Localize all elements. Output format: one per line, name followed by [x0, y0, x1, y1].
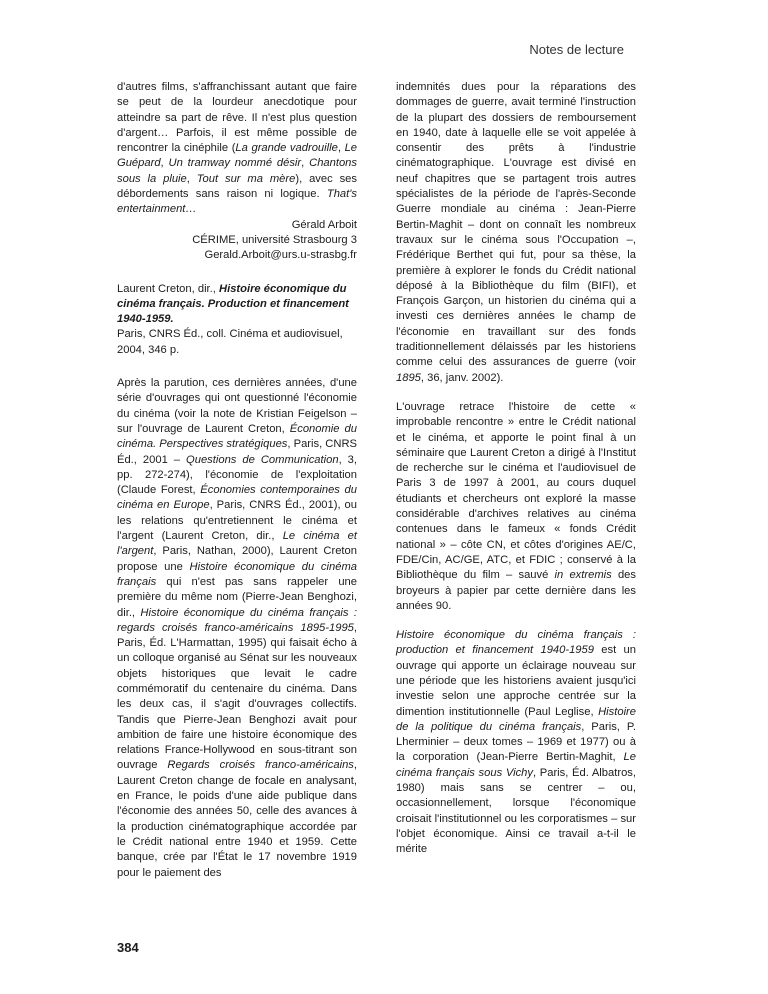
italic-text-run: Chantons sous la pluie [117, 157, 358, 185]
page-number: 384 [117, 940, 139, 955]
text-run: , Paris, Nathan, 2000), Laurent Creton propose une [117, 545, 357, 573]
text-run: ), avec ses débordements sans raison ni logique. [117, 172, 357, 201]
text-run: , Paris, Éd. Albatros, 1980) mais sans se centrer – ou, occasionnellement, lorsque l'économique croisait l'institutionnel ou les corporatismes – sur l'objet économique. Ainsi ce travail a-t-il le mérite [396, 766, 636, 856]
text-run: des broyeurs à papier par cette dernière dans les années 90. [396, 569, 636, 612]
body-paragraph-3 [396, 628, 636, 857]
text-run: , Paris, P. Lherminier – deux tomes – 1969 et 1977) ou à la corporation (Jean-Pierre Bertin-Maghit, [396, 720, 636, 764]
italic-text-run: 1895 [396, 371, 421, 384]
reference-title: Histoire économique du cinéma français. Production et financement 1940-1959. [117, 282, 349, 326]
text-run: , 3, pp. 272-274), l'économie de l'exploitation (Claude Forest, [117, 453, 357, 497]
italic-text-run: That's entertainment… [117, 188, 357, 216]
text-run: indemnités dues pour la réparations des dommages de guerre, avait terminé l'instruction de la plupart des dossiers de remboursement en 1940, date à laquelle elle se voit appelée à consentir des prêts à l'industrie cinématographique. L'ouvrage est divisé en neuf chapitres que se partagent trois autres spécialistes de la période de l'après-Seconde Guerre mondiale au cinéma : Jean-Pierre Bertin-Maghit – dont on connaît les nombreux travaux sur le cinéma sous l'Occupation –, Frédérique Berthet qui fut, pour sa thèse, la première à explorer le fonds du Crédit national déposé à la Bibliothèque du film (BIFI), et François Garçon, un historien du cinéma qui a investi ces dernières années le champ de l'économie en travaillant sur des fonds traditionnellement délaissés par les historiens comme celui des assurances de guerre (voir [396, 81, 636, 369]
text-run: L'ouvrage retrace l'histoire de cette « improbable rencontre » entre le Crédit national et le cinéma, et apporte le point final à un séminaire que Laurent Creton a dirigé à l'Institut de recherche sur le cinéma et l'audiovisuel de Paris 3 de 1997 à 2001, au cours duquel étudiants et chercheurs ont exploré la masse considérable d'archives relatives au cinéma contenues dans le fameux « fonds Crédit national » – côte CN, et côtes d'origines AE/C, FDE/Cin, AC/GE, ATC, et FDIC ; conservé à la Bibliothèque du film – sauvé [396, 400, 636, 582]
text-run: Après la parution, ces dernières années, d'une série d'ouvrages qui ont questionné l'économie du cinéma (voir la note de Kristian Feigelson – sur l'ouvrage de Laurent Creton, [117, 377, 357, 435]
text-run: , Paris, CNRS Éd., 2001), ou les relations qu'entretiennent le cinéma et l'argent (Laurent Creton, dir., [117, 499, 357, 543]
italic-text-run: Histoire économique du cinéma français : production et financement 1940-1959 [396, 629, 636, 657]
italic-text-run: Le Guépard [117, 142, 358, 170]
text-run: , Paris, Éd. L'Harmattan, 1995) qui faisait écho à un colloque organisé au Sénat sur les nouveaux objets historiques que levait le cadre commémoratif du centenaire du cinéma. Dans les deux cas, il s'agit d'ouvrages collectifs. Tandis que Pierre-Jean Benghozi avait pour ambition de faire une histoire économique des relations France-Hollywood en sous-titrant son ouvrage [117, 621, 357, 772]
text-run: , Laurent Creton change de focale en analysant, en France, le poids d'une aide publique dans l'économie des années 50, celle des avances à la production cinématographique accordée par le Crédit national entre 1940 et 1959. Cette banque, crée par l'État le 17 novembre 1919 pour le paiement des [117, 759, 357, 879]
italic-text-run: Économies contemporaines du cinéma en Europe [117, 484, 357, 512]
text-run: , 36, janv. 2002). [420, 371, 504, 384]
signature-affiliation: CÉRIME, université Strasbourg 3 [192, 233, 357, 246]
italic-text-run: Tout sur ma mère [196, 172, 296, 185]
italic-text-run: Histoire économique du cinéma français : regards croisés franco-américains 1895-1995 [117, 606, 357, 634]
text-run: qui n'est pas sans rappeler une première du même nom (Pierre-Jean Benghozi, dir., [117, 575, 357, 619]
text-run: , [337, 142, 345, 155]
review-body-paragraph [117, 376, 357, 881]
italic-text-run: Un tramway nommé désir [168, 157, 302, 170]
book-reference [117, 282, 357, 358]
signature-email: Gerald.Arboit@urs.u-strasbg.fr [204, 249, 357, 262]
reference-author: Laurent Creton, dir., [117, 282, 216, 295]
text-run: est un ouvrage qui apporte un éclairage nouveau sur une période que les historiens avaient jusqu'ici investie selon une approche centrée sur la dimention institutionnelle (Paul Leglise, [396, 644, 636, 718]
italic-text-run: Questions de Communication [186, 453, 339, 466]
italic-text-run: Regards croisés franco-américains [167, 759, 354, 772]
italic-text-run: Le cinéma français sous Vichy [396, 751, 636, 779]
review-closing-paragraph [117, 80, 357, 218]
text-run: , [186, 172, 197, 185]
text-run: , [160, 157, 169, 170]
reference-publisher: Paris, CNRS Éd., coll. Cinéma et audiovisuel, 2004, 346 p. [117, 328, 343, 356]
body-paragraph-2 [396, 400, 636, 614]
italic-text-run: La grande vadrouille [235, 142, 338, 155]
italic-text-run: Le cinéma et l'argent [117, 530, 357, 558]
italic-text-run: Histoire économique du cinéma français [117, 560, 357, 588]
review-signature [117, 218, 357, 264]
text-run: , [301, 157, 310, 170]
signature-name: Gérald Arboit [291, 218, 357, 231]
right-column [396, 80, 636, 872]
running-header: Notes de lecture [529, 42, 624, 57]
italic-text-run: Économie du cinéma. Perspectives stratégiques [117, 422, 357, 451]
body-paragraph-1 [396, 80, 636, 386]
italic-text-run: in extremis [554, 569, 612, 582]
italic-text-run: Histoire de la politique du cinéma français [396, 705, 636, 733]
text-run: , Paris, CNRS Éd., 2001 – [117, 438, 358, 466]
text-run: d'autres films, s'affranchissant autant que faire se peut de la lourdeur anecdotique pour atteindre sa part de rêve. Il n'est plus question d'argent… Parfois, il est même possible de rencontrer la cinéphile ( [117, 81, 357, 155]
left-column [117, 80, 357, 895]
